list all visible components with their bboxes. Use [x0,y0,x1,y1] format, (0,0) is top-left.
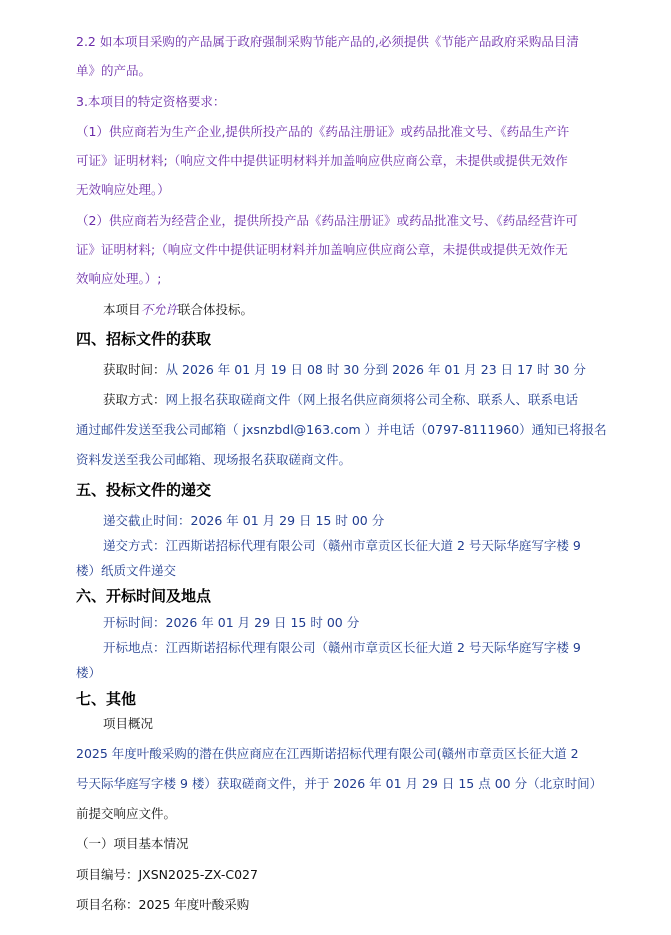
s3-p1-line-2: 可证》证明材料;（响应文件中提供证明材料并加盖响应供应商公章，未提供或提供无效作 [76,153,568,168]
submit-method-text: 江西斯诺招标代理有限公司（赣州市章贡区长征大道 2 号天际华庭写字楼 9 [165,538,581,553]
obtain-method-label: 获取方式： [103,392,166,407]
s3-p2-line-1: （2）供应商若为经营企业，提供所投产品《药品注册证》或药品批准文号、《药品经营许可 [76,213,578,228]
consortium-suffix: 联合体投标。 [178,302,254,317]
opening-place-line-1 [103,640,581,656]
basic-info-heading: （一）项目基本情况 [76,836,189,851]
section-7-heading: 七、其他 [76,690,137,708]
submit-method-line-2: 楼）纸质文件递交 [76,563,177,578]
submit-deadline: 递交截止时间：2026 年 01 月 29 日 15 时 00 分 [103,513,385,528]
opening-time: 开标时间：2026 年 01 月 29 日 15 时 00 分 [103,615,360,630]
opening-place-text: 江西斯诺招标代理有限公司（赣州市章贡区长征大道 2 号天际华庭写字楼 9 [165,640,581,655]
s3-p1-line-3: 无效响应处理。） [76,182,170,197]
consortium-prefix: 本项目 [103,302,141,317]
project-name: 项目名称：2025 年度叶酸采购 [76,897,250,912]
overview-line-1: 2025 年度叶酸采购的潜在供应商应在江西斯诺招标代理有限公司(赣州市章贡区长征大道 2 [76,746,579,761]
s22-line-2: 单》的产品。 [76,63,152,78]
s3-title: 3.本项目的特定资格要求： [76,94,226,109]
consortium-flag: 不允许 [140,302,179,317]
s22-line-1: 2.2 如本项目采购的产品属于政府强制采购节能产品的,必须提供《节能产品政府采购品目清 [76,34,579,49]
opening-place-label: 开标地点： [103,640,166,655]
opening-place-line-2: 楼） [76,665,102,680]
section-6-heading: 六、开标时间及地点 [76,587,212,605]
consortium-line [103,302,253,318]
section-4-heading: 四、招标文件的获取 [76,330,212,348]
obtain-method-line-1 [103,392,578,408]
overview-line-3: 前提交响应文件。 [76,806,177,821]
obtain-method-line-3: 资料发送至我公司邮箱、现场报名获取磋商文件。 [76,452,352,467]
obtain-method-line-2: 通过邮件发送至我公司邮箱（ jxsnzbdl@163.com ）并电话（0797-8111960）通知已将报名 [76,422,607,437]
project-code: 项目编号：JXSN2025-ZX-C027 [76,867,258,882]
s3-p2-line-2: 证》证明材料;（响应文件中提供证明材料并加盖响应供应商公章，未提供或提供无效作无 [76,242,568,257]
s3-p2-line-3: 效响应处理。）; [76,271,162,286]
obtain-time [103,362,586,378]
submit-method-label: 递交方式： [103,538,166,553]
section-5-heading: 五、投标文件的递交 [76,481,212,499]
obtain-time-label: 获取时间： [103,362,166,377]
obtain-time-value: 从 2026 年 01 月 19 日 08 时 30 分到 2026 年 01 月 23 日 17 时 30 分 [165,362,586,377]
overview-line-2: 号天际华庭写字楼 9 楼）获取磋商文件，并于 2026 年 01 月 29 日 15 点 00 分（北京时间） [76,776,603,791]
project-overview-label: 项目概况 [103,716,154,731]
submit-method-line-1 [103,538,581,554]
obtain-method-text: 网上报名获取磋商文件（网上报名供应商须将公司全称、联系人、联系电话 [165,392,579,407]
s3-p1-line-1: （1）供应商若为生产企业,提供所投产品的《药品注册证》或药品批准文号、《药品生产许 [76,124,570,139]
